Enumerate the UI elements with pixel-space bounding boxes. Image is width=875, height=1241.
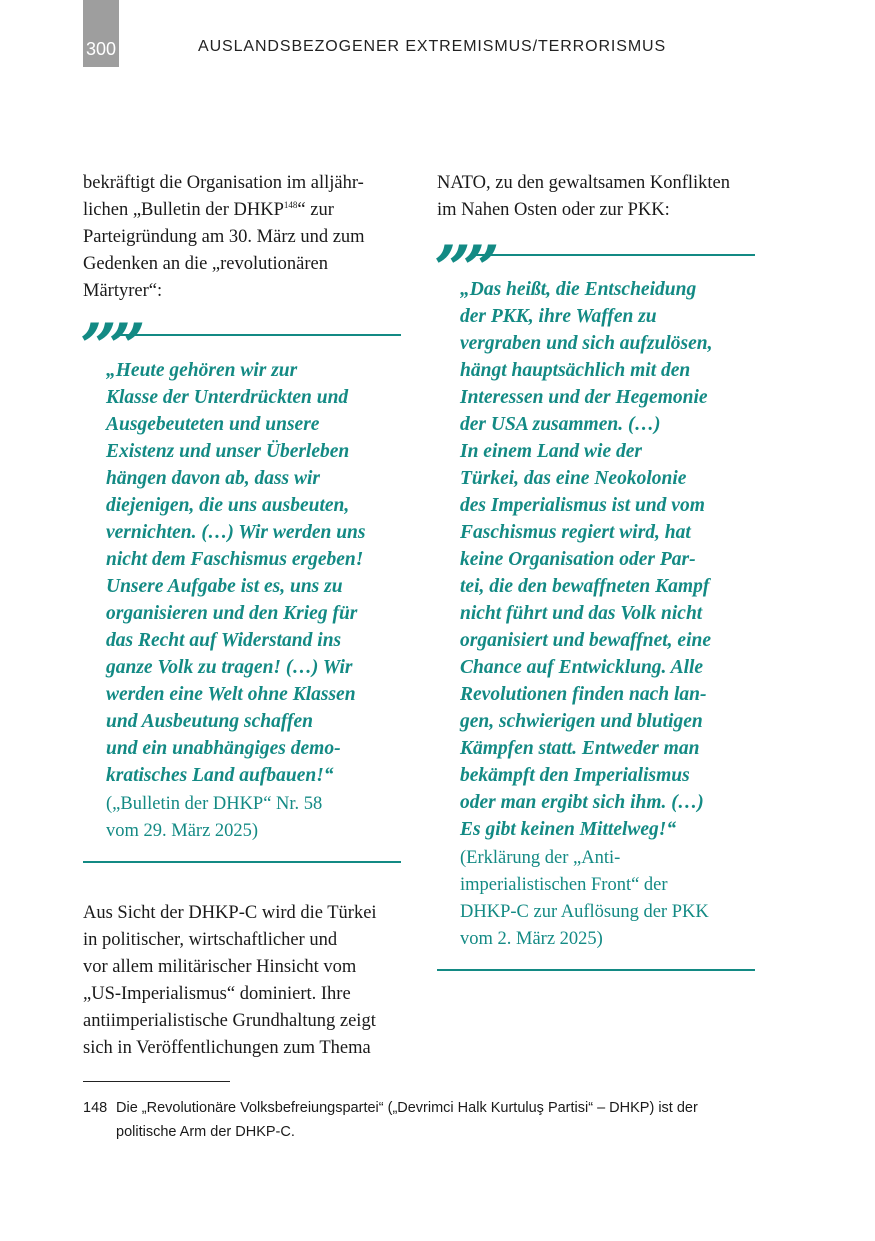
quote-line: Faschismus regiert wird, hat xyxy=(460,522,691,543)
text-line: Gedenken an die „revolutionären xyxy=(83,254,329,274)
quote-line: bekämpft den Imperialismus xyxy=(460,765,690,786)
left-quote-text xyxy=(106,357,366,789)
text-fragment: lichen „Bulletin der DHKP xyxy=(83,200,284,220)
page-number: 300 xyxy=(85,39,117,59)
right-intro-paragraph xyxy=(437,170,730,224)
quote-top-rule xyxy=(116,334,401,336)
text-line: Parteigründung am 30. März und zum xyxy=(83,227,365,247)
left-intro-paragraph xyxy=(83,170,365,305)
text-line: NATO, zu den gewaltsamen Konflikten xyxy=(437,173,731,193)
source-line: („Bulletin der DHKP“ Nr. 58 xyxy=(106,794,323,814)
right-quote-text xyxy=(460,276,712,843)
quote-line: vernichten. (…) Wir werden uns xyxy=(106,522,366,543)
quote-line: Es gibt keinen Mittelweg!“ xyxy=(460,819,677,840)
footnote-number: 148 xyxy=(83,1100,108,1116)
quote-line: organisiert und bewaffnet, eine xyxy=(460,630,711,651)
text-line: „US-Imperialismus“ dominiert. Ihre xyxy=(83,984,351,1004)
quote-line: diejenigen, die uns ausbeuten, xyxy=(106,495,350,516)
quote-top-rule xyxy=(470,254,755,256)
text-fragment: “ zur xyxy=(297,200,334,220)
footnote-reference: 148 xyxy=(283,200,298,210)
quote-line: vergraben und sich aufzulösen, xyxy=(460,333,713,354)
right-quote-source xyxy=(460,845,709,953)
quote-line: der USA zusammen. (…) xyxy=(460,414,661,435)
text-line: Aus Sicht der DHKP-C wird die Türkei xyxy=(83,903,377,923)
quote-line: Türkei, das eine Neokolonie xyxy=(460,468,687,489)
quote-line: keine Organisation oder Par- xyxy=(460,549,696,570)
quote-line: Revolutionen finden nach lan- xyxy=(460,684,707,705)
text-line: bekräftigt die Organisation im alljähr- xyxy=(83,173,364,193)
quote-line: Kämpfen statt. Entweder man xyxy=(460,738,700,759)
quote-line: hängt hauptsächlich mit den xyxy=(460,360,691,381)
quote-line: das Recht auf Widerstand ins xyxy=(106,630,342,651)
quote-line: Unsere Aufgabe ist es, uns zu xyxy=(106,576,343,597)
source-line: DHKP-C zur Auflösung der PKK xyxy=(460,902,709,922)
source-line: (Erklärung der „Anti- xyxy=(460,848,621,868)
quote-line: hängen davon ab, dass wir xyxy=(106,468,321,489)
text-line: im Nahen Osten oder zur PKK: xyxy=(437,200,670,220)
quote-line: gen, schwierigen und blutigen xyxy=(460,711,703,732)
quote-line: Interessen und der Hegemonie xyxy=(460,387,708,408)
source-line: vom 2. März 2025) xyxy=(460,929,603,949)
left-quote-source xyxy=(106,791,322,845)
text-line: sich in Veröffentlichungen zum Thema xyxy=(83,1038,371,1058)
quote-line: Existenz und unser Überleben xyxy=(106,441,350,462)
quote-line: des Imperialismus ist und vom xyxy=(460,495,705,516)
text-line: vor allem militärischer Hinsicht vom xyxy=(83,957,357,977)
running-header: AUSLANDSBEZOGENER EXTREMISMUS/TERRORISMUS xyxy=(198,38,667,55)
footnote-line: politische Arm der DHKP-C. xyxy=(116,1124,295,1140)
footnote-text xyxy=(116,1096,766,1144)
text-line: in politischer, wirtschaftlicher und xyxy=(83,930,338,950)
text-line xyxy=(83,197,365,224)
quote-line: „Das heißt, die Entscheidung xyxy=(460,279,697,300)
quote-bottom-rule xyxy=(83,861,401,863)
quote-line: „Heute gehören wir zur xyxy=(106,360,298,381)
text-line: Märtyrer“: xyxy=(83,281,163,301)
quote-line: In einem Land wie der xyxy=(460,441,643,462)
footnote-rule xyxy=(83,1081,230,1082)
quote-line: Chance auf Entwicklung. Alle xyxy=(460,657,704,678)
quote-line: werden eine Welt ohne Klassen xyxy=(106,684,356,705)
quote-line: tei, die den bewaffneten Kampf xyxy=(460,576,710,597)
page-number-box xyxy=(83,0,119,67)
source-line: imperialistischen Front“ der xyxy=(460,875,668,895)
quote-line: nicht dem Faschismus ergeben! xyxy=(106,549,364,570)
quote-mark-icon: ”” xyxy=(434,232,492,307)
quote-line: ganze Volk zu tragen! (…) Wir xyxy=(106,657,353,678)
quote-line: Ausgebeuteten und unsere xyxy=(106,414,320,435)
text-line: antiimperialistische Grundhaltung zeigt xyxy=(83,1011,376,1031)
quote-line: der PKK, ihre Waffen zu xyxy=(460,306,657,327)
quote-line: kratisches Land aufbauen!“ xyxy=(106,765,334,786)
footnote-line: Die „Revolutionäre Volksbefreiungspartei“ („Devrimci Halk Kurtuluş Partisi“ – DHKP) ist der xyxy=(116,1100,698,1116)
quote-bottom-rule xyxy=(437,969,755,971)
quote-line: und Ausbeutung schaffen xyxy=(106,711,313,732)
quote-line: Klasse der Unterdrückten und xyxy=(106,387,349,408)
quote-line: und ein unabhängiges demo- xyxy=(106,738,341,759)
quote-line: oder man ergibt sich ihm. (…) xyxy=(460,792,704,813)
source-line: vom 29. März 2025) xyxy=(106,821,259,841)
left-outro-paragraph xyxy=(83,900,377,1062)
quote-line: organisieren und den Krieg für xyxy=(106,603,358,624)
quote-line: nicht führt und das Volk nicht xyxy=(460,603,703,624)
quote-mark-icon: ”” xyxy=(80,310,138,385)
